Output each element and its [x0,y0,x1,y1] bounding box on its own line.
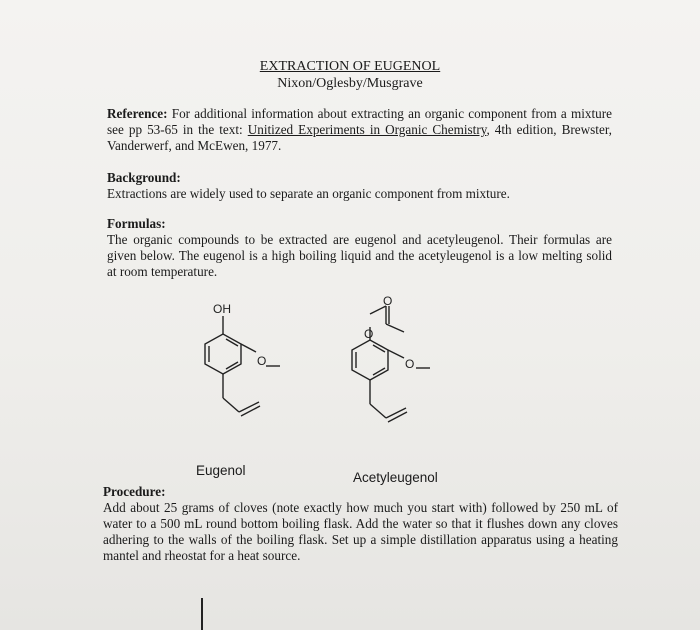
eugenol-structure [205,316,280,416]
eugenol-ring [205,334,241,374]
reference-text-after: , 4th edition, Brewster, Vanderwerf, and McEwen, 1977. [107,122,612,153]
eugenol-name: Eugenol [196,463,246,478]
procedure-section [103,484,618,564]
reference-text-before: For additional information about extracting an organic component from a mixture see pp 53-65 in the text: [107,106,612,137]
acetyleugenol-structure [352,306,430,422]
document-authors: Nixon/Oglesby/Musgrave [277,76,423,91]
acetyleugenol-name: Acetyleugenol [353,470,438,485]
formulas-label: Formulas: [107,216,166,231]
pen-mark [201,598,203,630]
header [0,58,700,92]
procedure-text: Add about 25 grams of cloves (note exactly how much you start with) followed by 250 mL of water to a 500 mL round bottom boiling flask. Add the water so that it flushes down any cloves adhering to the walls of the boiling flask. Set up a simple distillation apparatus using a heating mantel and rheostat for a heat source. [103,500,618,563]
background-text: Extractions are widely used to separate an organic component from mixture. [107,186,510,201]
background-section [107,170,612,202]
formulas-section [107,216,612,280]
reference-book-title: Unitized Experiments in Organic Chemistry [247,122,487,137]
procedure-label: Procedure: [103,484,166,499]
eugenol-o-label: O [257,354,267,368]
acetyleugenol-ester-o-label: O [364,327,374,341]
background-label: Background: [107,170,181,185]
acetyleugenol-carbonyl-o-label: O [383,294,393,308]
document-title: EXTRACTION OF EUGENOL [259,59,441,74]
reference-paragraph [107,106,612,154]
chemical-structures [180,292,480,492]
reference-label: Reference: [107,106,168,121]
eugenol-oh-label: OH [213,302,231,316]
acetyleugenol-methoxy-o-label: O [405,357,415,371]
formulas-text: The organic compounds to be extracted are eugenol and acetyleugenol. Their formulas are given below. The eugenol is a high boiling liquid and the acetyleugenol is a low melting solid at room temperature. [107,232,612,279]
acetyleugenol-ring [352,340,388,380]
